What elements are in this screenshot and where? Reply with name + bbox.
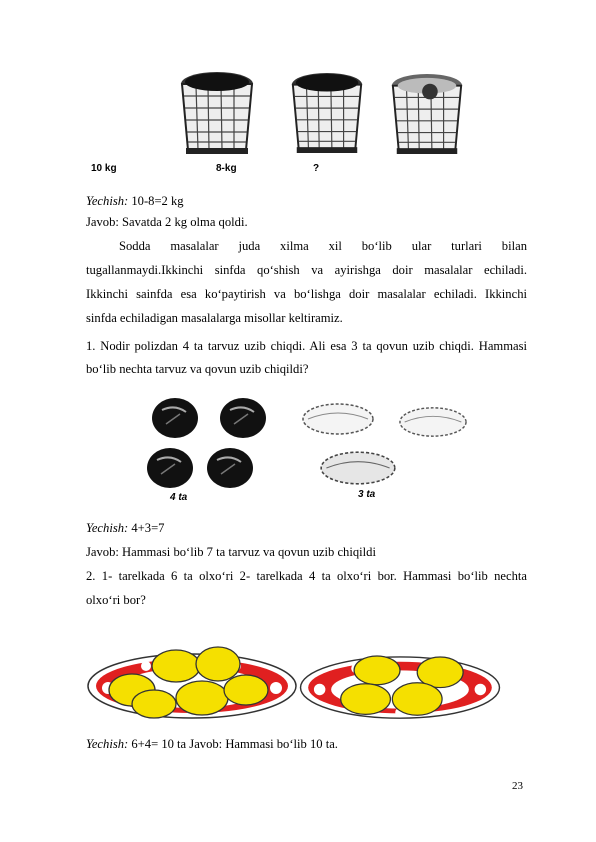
watermelon-icon	[145, 445, 195, 491]
solution-3: Yechish: 6+4= 10 ta Javob: Hammasi bo‘lib 10 ta.	[86, 737, 338, 751]
basket-full-icon	[176, 70, 258, 156]
watermelon-icon	[205, 445, 255, 491]
solution-1: Yechish: 10-8=2 kg	[86, 194, 184, 208]
plate-with-plums-icon	[295, 634, 505, 722]
solution-2: Yechish: 4+3=7	[86, 521, 165, 535]
answer-2: Javob: Hammasi bo‘lib 7 ta tarvuz va qovun uzib chiqildi	[86, 545, 376, 559]
melon-icon	[396, 405, 470, 439]
answer-1: Javob: Savatda 2 kg olma qoldi.	[86, 215, 248, 229]
caption-question: ?	[313, 163, 320, 174]
caption-3ta: 3 ta	[358, 489, 376, 500]
paragraph-line-2: tugallanmaydi.Ikkinchi sinfda qo‘shish va ayirishga doir masalalar echiladi.	[86, 263, 527, 277]
problem-1-line-2: bo‘lib nechta tarvuz va qovun uzib chiqildi?	[86, 362, 309, 376]
melon-icon	[300, 401, 376, 437]
watermelon-icon	[150, 396, 200, 440]
basket-partial-icon	[387, 72, 467, 156]
plate-with-plums-icon	[86, 630, 298, 722]
caption-10kg: 10 kg	[91, 163, 117, 174]
melon-icon	[318, 447, 398, 489]
paragraph-line-4: sinfda echiladigan masalalarga misollar keltiramiz.	[86, 311, 343, 325]
caption-8kg: 8-kg	[216, 163, 237, 174]
watermelon-icon	[218, 396, 268, 440]
page-number: 23	[512, 780, 523, 792]
problem-2-line-1: 2. 1- tarelkada 6 ta olxo‘ri 2- tarelkada 4 ta olxo‘ri bor. Hammasi bo‘lib nechta	[86, 569, 527, 583]
problem-1-line-1: 1. Nodir polizdan 4 ta tarvuz uzib chiqdi. Ali esa 3 ta qovun uzib chiqdi. Hammasi	[86, 339, 527, 353]
paragraph-line-3: Ikkinchi sainfda esa ko‘paytirish va bo‘lishga doir masalalar echiladi. Ikkinchi	[86, 287, 527, 301]
basket-full-icon	[287, 70, 367, 156]
caption-4ta: 4 ta	[170, 492, 188, 503]
paragraph-line-1: Sodda masalalar juda xilma xil bo‘lib ular turlari bilan	[119, 239, 527, 253]
problem-2-line-2: olxo‘ri bor?	[86, 593, 146, 607]
